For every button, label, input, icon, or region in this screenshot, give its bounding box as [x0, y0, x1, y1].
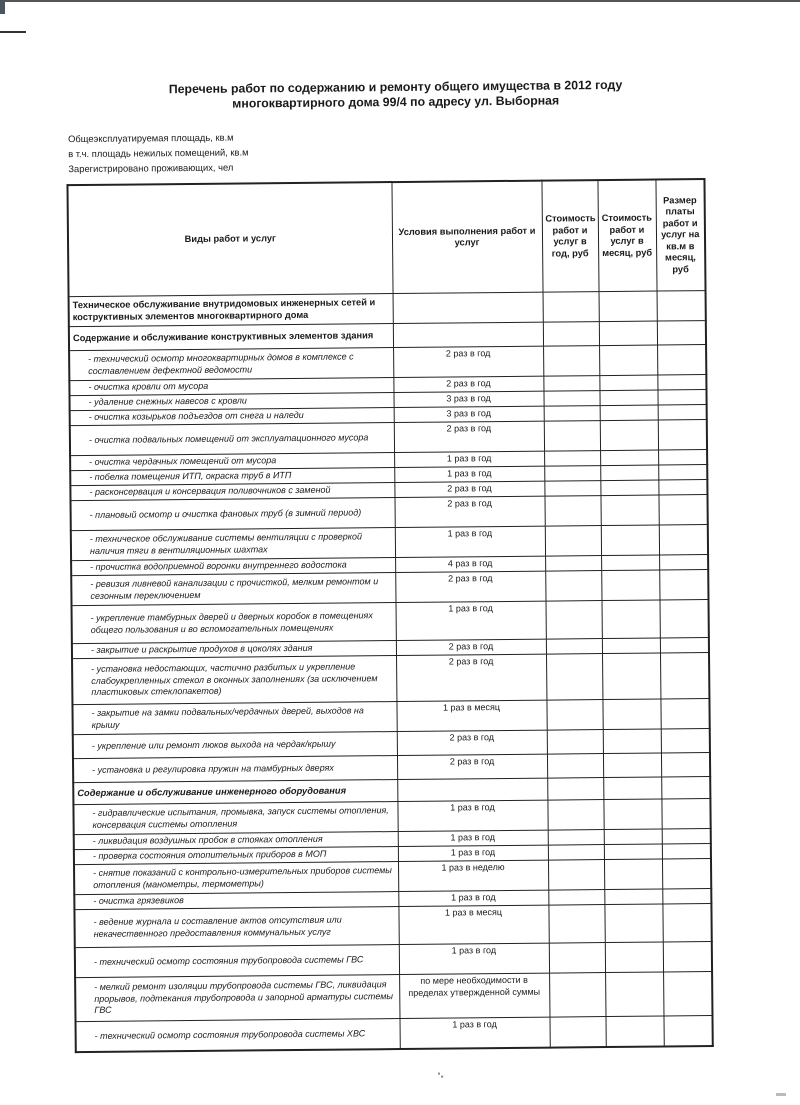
cost-month-cell	[599, 345, 657, 376]
work-name-cell: Содержание и обслуживание конструктивных элементов здания	[69, 324, 393, 351]
condition-cell	[393, 322, 543, 347]
work-name-cell: - гидравлические испытания, промывка, запуск системы отопления, консервация системы отопления	[73, 802, 397, 835]
condition-cell: 1 раз в год	[394, 451, 544, 467]
cost-month-cell	[604, 904, 662, 943]
condition-cell: 3 раз в год	[393, 391, 543, 407]
table-row	[72, 653, 709, 705]
cost-month-cell	[603, 799, 661, 830]
scan-speck	[438, 1073, 444, 1079]
condition-cell: 3 раз в год	[394, 406, 544, 422]
rate-per-sqm-cell	[662, 889, 711, 904]
cost-month-cell	[599, 390, 657, 406]
condition-cell: 2 раз в год	[395, 571, 545, 602]
cost-month-cell	[605, 1016, 663, 1047]
condition-cell: 2 раз в год	[396, 639, 546, 655]
rate-per-sqm-cell	[657, 321, 706, 345]
work-name-cell: - технический осмотр состояния трубопровода системы ГВС	[75, 945, 399, 978]
cost-year-cell	[544, 451, 600, 467]
work-name-cell: - проверка состояния отопительных приборов в МОП	[74, 847, 398, 865]
condition-cell: 1 раз в месяц	[398, 905, 548, 944]
cost-month-cell	[603, 753, 661, 778]
condition-cell: 2 раз в год	[397, 754, 547, 779]
work-name-cell: - техническое обслуживание системы вентиляции с проверкой наличия тяги в вентиляционных шахтах	[71, 528, 395, 561]
info-registered-residents: Зарегистрировано проживающих, чел	[68, 161, 234, 175]
rate-per-sqm-cell	[660, 638, 709, 653]
cost-year-cell	[548, 830, 604, 846]
cost-year-cell	[549, 1017, 605, 1048]
cost-year-cell	[547, 778, 603, 801]
cost-year-cell	[544, 466, 600, 482]
rate-per-sqm-cell	[659, 555, 708, 570]
condition-cell: 4 раз в год	[395, 556, 545, 572]
cost-month-cell	[601, 525, 659, 556]
title-line-1: Перечень работ по содержанию и ремонту общего имущества в 2012 году	[168, 77, 623, 97]
header-work-types: Виды работ и услуг	[67, 182, 392, 297]
cost-month-cell	[600, 480, 658, 496]
rate-per-sqm-cell	[658, 480, 707, 495]
work-name-cell: - ведение журнала и составление актов отсутствия или некачественного предоставления коммунальных услуг	[74, 907, 398, 948]
work-name-cell: - снятие показаний с контрольно-измерительных приборов системы отопления (манометры, термометры)	[74, 862, 398, 895]
work-name-cell: - установка и регулировка пружин на тамбурных дверях	[73, 756, 397, 783]
work-name-cell: - установка недостающих, частично разбитых и укрепление слабоукрепленных стекол в оконных заполнениях (за исключением пластиковых стеклопакетов)	[72, 656, 396, 705]
cost-year-cell	[543, 391, 599, 407]
condition-cell: 1 раз в год	[399, 943, 549, 974]
cost-year-cell	[546, 700, 602, 731]
cost-year-cell	[548, 905, 604, 944]
cost-year-cell	[548, 845, 604, 861]
cost-year-cell	[549, 943, 605, 974]
rate-per-sqm-cell	[657, 375, 706, 390]
rate-per-sqm-cell	[661, 799, 710, 829]
rate-per-sqm-cell	[662, 844, 711, 859]
condition-cell: по мере необходимости в пределах утвержденной суммы	[399, 973, 549, 1018]
condition-cell: 1 раз в год	[398, 890, 548, 906]
work-name-cell: - технический осмотр многоквартирных домов в комплексе с составлением дефектной ведомости	[69, 348, 393, 381]
cost-month-cell	[600, 495, 658, 526]
cost-month-cell	[599, 321, 657, 346]
cost-month-cell	[601, 555, 659, 571]
rate-per-sqm-cell	[661, 777, 710, 799]
condition-cell: 1 раз в месяц	[396, 700, 546, 731]
rate-per-sqm-cell	[661, 753, 710, 777]
rate-per-sqm-cell	[658, 495, 707, 525]
condition-cell	[397, 778, 547, 801]
header-conditions: Условия выполнения работ и услуг	[391, 181, 542, 294]
work-name-cell: - мелкий ремонт изоляции трубопровода системы ГВС, ликвидация прорывов, подтекания трубопровода и запорной арматуры системы ГВС	[75, 975, 399, 1022]
cost-year-cell	[545, 571, 601, 602]
cost-year-cell	[547, 730, 603, 755]
work-name-cell: - технический осмотр состояния трубопровода системы ХВС	[76, 1019, 400, 1052]
cost-year-cell	[545, 526, 601, 557]
work-name-cell: - закрытие на замки подвальных/чердачных дверей, выходов на крышу	[72, 702, 396, 735]
cost-month-cell	[604, 844, 662, 860]
cost-year-cell	[544, 496, 600, 527]
cost-month-cell	[604, 889, 662, 905]
rate-per-sqm-cell	[657, 345, 706, 375]
cost-year-cell	[544, 421, 600, 452]
table-body	[69, 291, 713, 1052]
cost-year-cell	[543, 346, 599, 377]
work-name-cell: - очистка подвальных помещений от эксплуатационного мусора	[70, 423, 394, 456]
cost-month-cell	[605, 942, 663, 973]
cost-year-cell	[548, 860, 604, 891]
rate-per-sqm-cell	[662, 829, 711, 844]
cost-year-cell	[543, 292, 599, 323]
condition-cell: 1 раз в год	[397, 800, 547, 831]
table-row	[74, 904, 711, 948]
cost-month-cell	[605, 972, 663, 1017]
work-name-cell: - ревизия ливневой канализации с прочисткой, мелким ремонтом и сезонным переключением	[71, 573, 395, 606]
scan-corner-smudge	[776, 1093, 786, 1096]
header-cost-year: Стоимость работ и услуг в год, руб	[541, 180, 598, 292]
table-header-row	[67, 179, 705, 297]
cost-month-cell	[600, 405, 658, 421]
rate-per-sqm-cell	[659, 570, 708, 600]
rate-per-sqm-cell	[659, 525, 708, 555]
work-name-cell: - удаление снежных навесов с кровли	[70, 393, 394, 411]
cost-month-cell	[601, 570, 659, 601]
info-total-area: Общеэксплуатируемая площадь, кв.м	[67, 131, 234, 145]
rate-per-sqm-cell	[661, 729, 710, 753]
work-name-cell: - плановый осмотр и очистка фановых труб (в зимний период)	[71, 498, 395, 531]
condition-cell: 2 раз в год	[396, 654, 546, 701]
work-name-cell: - очистка кровли от мусора	[69, 378, 393, 396]
cost-year-cell	[544, 481, 600, 497]
cost-year-cell	[546, 654, 602, 701]
rate-per-sqm-cell	[663, 972, 712, 1016]
rate-per-sqm-cell	[662, 904, 711, 942]
rate-per-sqm-cell	[663, 1016, 712, 1046]
condition-cell	[393, 292, 543, 323]
work-name-cell: - закрытие и раскрытие продухов в цоколях здания	[72, 641, 396, 659]
rate-per-sqm-cell	[657, 390, 706, 405]
cost-month-cell	[602, 653, 660, 700]
cost-month-cell	[604, 859, 662, 890]
condition-cell: 1 раз в год	[399, 1017, 549, 1048]
rate-per-sqm-cell	[658, 405, 707, 420]
condition-cell: 2 раз в год	[394, 481, 544, 497]
condition-cell: 1 раз в год	[398, 845, 548, 861]
work-name-cell: - побелка помещения ИТП, окраска труб в ИТП	[70, 468, 394, 486]
cost-month-cell	[601, 600, 659, 639]
condition-cell: 1 раз в неделю	[398, 860, 548, 891]
cost-year-cell	[549, 973, 605, 1018]
work-name-cell: - очистка чердачных помещений от мусора	[70, 453, 394, 471]
cost-year-cell	[548, 890, 604, 906]
condition-cell: 1 раз в год	[395, 526, 545, 557]
cost-year-cell	[545, 601, 601, 640]
work-name-cell: - очистка козырьков подъездов от снега и наледи	[70, 408, 394, 426]
table-row	[72, 600, 709, 644]
condition-cell: 1 раз в год	[396, 601, 546, 640]
cost-year-cell	[544, 406, 600, 422]
info-nonresidential-area: в т.ч. площадь нежилых помещений, кв.м	[68, 146, 249, 160]
condition-cell: 2 раз в год	[393, 346, 543, 377]
work-name-cell: Техническое обслуживание внутридомовых инженерных сетей и коструктивных элементов многоквартирного дома	[69, 294, 393, 327]
condition-cell: 2 раз в год	[394, 421, 544, 452]
table-row	[76, 1016, 713, 1052]
condition-cell: 2 раз в год	[393, 376, 543, 392]
work-name-cell: - укрепление тамбурных дверей и дверных коробок в помещениях общего пользования и во вспомогательных помещениях	[72, 603, 396, 644]
cost-month-cell	[603, 777, 661, 800]
cost-month-cell	[600, 420, 658, 451]
work-name-cell: - ликвидация воздушных пробок в стояках отопления	[74, 832, 398, 850]
header-cost-month: Стоимость работ и услуг в месяц, руб	[597, 180, 656, 292]
rate-per-sqm-cell	[662, 859, 711, 889]
works-table	[66, 178, 713, 1053]
cost-year-cell	[543, 322, 599, 347]
work-name-cell: Содержание и обслуживание инженерного оборудования	[73, 780, 397, 805]
cost-year-cell	[547, 754, 603, 779]
condition-cell: 2 раз в год	[394, 496, 544, 527]
cost-month-cell	[599, 375, 657, 391]
cost-month-cell	[602, 699, 660, 730]
title-line-2: многоквартирного дома 99/4 по адресу ул. Выборная	[232, 93, 560, 111]
rate-per-sqm-cell	[663, 942, 712, 972]
work-name-cell: - укрепление или ремонт люков выхода на чердак/крышу	[73, 732, 397, 759]
work-name-cell: - расконсервация и консервация поливочников с заменой	[70, 483, 394, 501]
rate-per-sqm-cell	[658, 465, 707, 480]
cost-year-cell	[547, 800, 603, 831]
building-info	[68, 129, 249, 176]
condition-cell: 1 раз в год	[394, 466, 544, 482]
rate-per-sqm-cell	[659, 600, 708, 638]
cost-year-cell	[546, 639, 602, 655]
condition-cell: 2 раз в год	[397, 730, 547, 755]
work-name-cell: - прочистка водоприемной воронки внутреннего водостока	[71, 558, 395, 576]
work-name-cell: - очистка грязевиков	[74, 892, 398, 910]
cost-year-cell	[545, 556, 601, 572]
cost-month-cell	[600, 465, 658, 481]
cost-month-cell	[599, 291, 657, 322]
cost-month-cell	[604, 829, 662, 845]
cost-month-cell	[603, 729, 661, 754]
header-rate-per-sqm: Размер платы работ и услуг на кв.м в месяц, руб	[655, 179, 705, 291]
cost-month-cell	[602, 638, 660, 654]
rate-per-sqm-cell	[658, 450, 707, 465]
rate-per-sqm-cell	[657, 291, 706, 321]
cost-month-cell	[600, 450, 658, 466]
rate-per-sqm-cell	[660, 653, 709, 699]
cost-year-cell	[543, 376, 599, 392]
rate-per-sqm-cell	[658, 420, 707, 450]
document-title	[155, 78, 635, 113]
table-row	[75, 972, 712, 1022]
rate-per-sqm-cell	[660, 699, 709, 729]
condition-cell: 1 раз в год	[398, 830, 548, 846]
